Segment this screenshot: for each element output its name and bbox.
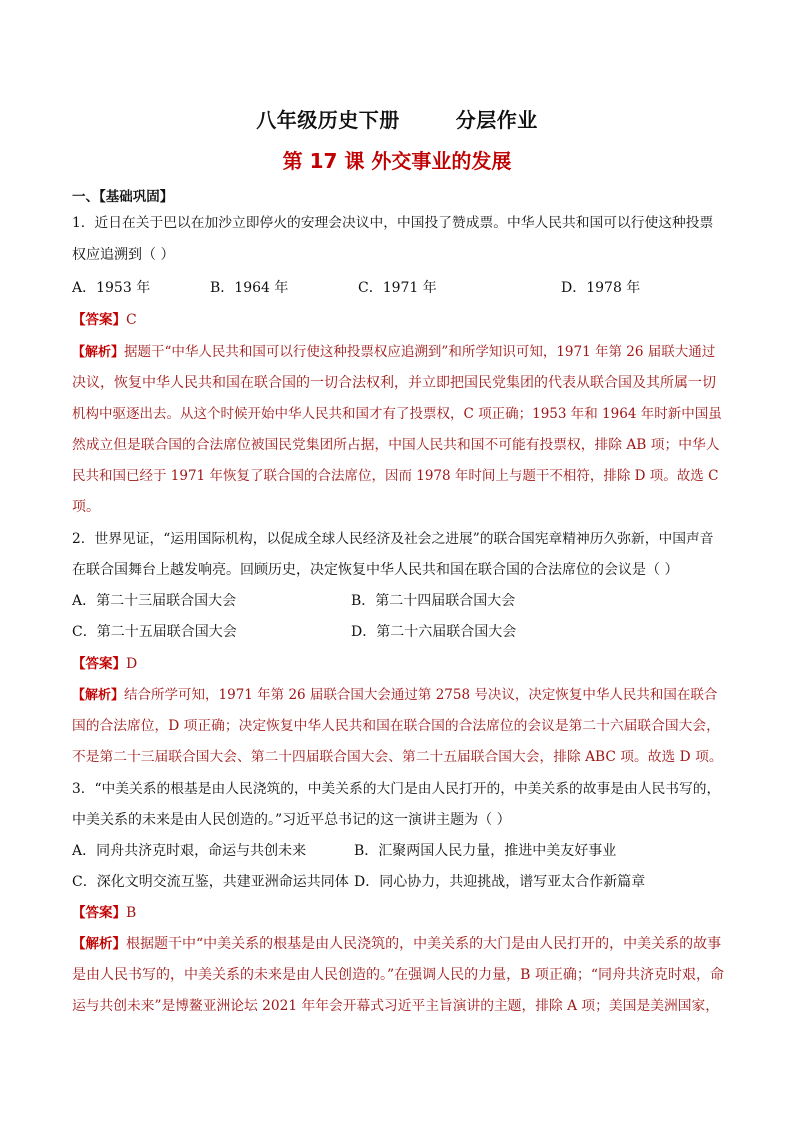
q1-analysis-line3: 机构中驱逐出去。从这个时候开始中华人民共和国才有了投票权，C 项正确；1953 年和 1964 年时新中国虽	[72, 406, 722, 422]
q3-stem-line2: 中美关系的未来是由人民创造的。”习近平总书记的这一演讲主题为（ ）	[72, 812, 511, 828]
q1-analysis-text1: 据题干“中华人民共和国可以行使这种投票权应追溯到”和所学知识可知，1971 年第 26 届联大通过	[124, 344, 716, 360]
q2-analysis-label: 【解析】	[72, 688, 125, 703]
q3-analysis-line3: 运与共创未来”是博鳌亚洲论坛 2021 年年会开幕式习近平主旨演讲的主题，排除 A 项；美国是美洲国家，	[72, 998, 719, 1014]
q1-answer-label: 【答案】	[72, 312, 126, 328]
q1-analysis-line2: 决议，恢复中华人民共和国在联合国的一切合法权利，并立即把国民党集团的代表从联合国及其所属一切	[72, 375, 716, 391]
q1-option-a: A．1953 年	[72, 280, 151, 296]
q1-option-c: C．1971 年	[358, 280, 437, 296]
q1-answer-value: C	[126, 312, 137, 328]
q1-stem-line2: 权应追溯到（ ）	[72, 247, 175, 263]
lesson-title: 第 17 课 外交事业的发展	[282, 149, 512, 173]
q3-answer	[72, 903, 724, 923]
page-title	[0, 104, 794, 133]
section-heading: 一、【基础巩固】	[72, 189, 174, 205]
q2-option-a: A．第二十三届联合国大会	[72, 593, 237, 609]
q2-stem-line1: 2．世界见证，“运用国际机构，以促成全球人民经济及社会之进展”的联合国宪章精神历久弥新，中国声音	[72, 531, 714, 547]
q1-analysis-line1	[72, 342, 724, 363]
q3-option-a: A．同舟共济克时艰，命运与共创未来	[72, 843, 307, 859]
q2-answer-value: D	[126, 656, 138, 672]
q3-analysis-label: 【解析】	[72, 936, 126, 952]
q1-analysis-line5: 民共和国已经于 1971 年恢复了联合国的合法席位，因而 1978 年时间上与题干不相符，排除 D 项。故选 C	[72, 468, 719, 484]
q3-option-c: C．深化文明交流互鉴，共建亚洲命运共同体	[72, 874, 349, 890]
q2-analysis-line1	[72, 685, 724, 706]
q3-analysis-text1: 根据题干中“中美关系的根基是由人民浇筑的，中美关系的大门是由人民打开的，中美关系的故事	[126, 936, 722, 952]
title-homework: 分层作业	[455, 108, 538, 132]
q2-analysis-line3: 不是第二十三届联合国大会、第二十四届联合国大会、第二十五届联合国大会，排除 ABC 项。故选 D 项。	[72, 749, 723, 765]
q2-answer-label: 【答案】	[72, 656, 126, 672]
q1-answer	[72, 310, 724, 330]
q2-stem-line2: 在联合国舞台上越发响亮。回顾历史，决定恢复中华人民共和国在联合国的合法席位的会议是（ ）	[72, 562, 679, 578]
q1-analysis-line4: 然成立但是联合国的合法席位被国民党集团所占据，中国人民共和国不可能有投票权，排除 AB 项；中华人	[72, 437, 720, 453]
q3-option-d: D．同心协力，共迎挑战，谱写亚太合作新篇章	[354, 874, 646, 890]
q2-analysis-line2: 国的合法席位，D 项正确；决定恢复中华人民共和国在联合国的合法席位的会议是第二十六届联合国大会，	[72, 718, 720, 734]
q3-answer-label: 【答案】	[72, 905, 126, 921]
q1-stem-line1: 1．近日在关于巴以在加沙立即停火的安理会决议中，中国投了赞成票。中华人民共和国可以行使这种投票	[72, 215, 714, 231]
q3-answer-value: B	[126, 905, 137, 921]
title-grade-book: 八年级历史下册	[256, 108, 400, 132]
q1-analysis-label: 【解析】	[72, 345, 125, 360]
q3-analysis-line2: 是由人民书写的，中美关系的未来是由人民创造的。”在强调人民的力量，B 项正确；“同舟共济克时艰，命	[72, 967, 725, 983]
q2-option-b: B．第二十四届联合国大会	[351, 593, 516, 609]
q1-option-b: B．1964 年	[210, 280, 289, 296]
q2-answer	[72, 654, 724, 674]
q3-analysis-line1	[72, 934, 724, 954]
q2-analysis-text1: 结合所学可知，1971 年第 26 届联合国大会通过第 2758 号决议，决定恢复中华人民共和国在联合	[124, 687, 718, 703]
q1-option-d: D．1978 年	[561, 280, 641, 296]
q1-analysis-line6: 项。	[72, 499, 100, 515]
q3-stem-line1: 3．“中美关系的根基是由人民浇筑的，中美关系的大门是由人民打开的，中美关系的故事是由人民书写的，	[72, 781, 721, 797]
q3-option-b: B．汇聚两国人民力量，推进中美友好事业	[354, 843, 617, 859]
q2-option-d: D．第二十六届联合国大会	[351, 624, 517, 640]
q2-option-c: C．第二十五届联合国大会	[72, 624, 237, 640]
